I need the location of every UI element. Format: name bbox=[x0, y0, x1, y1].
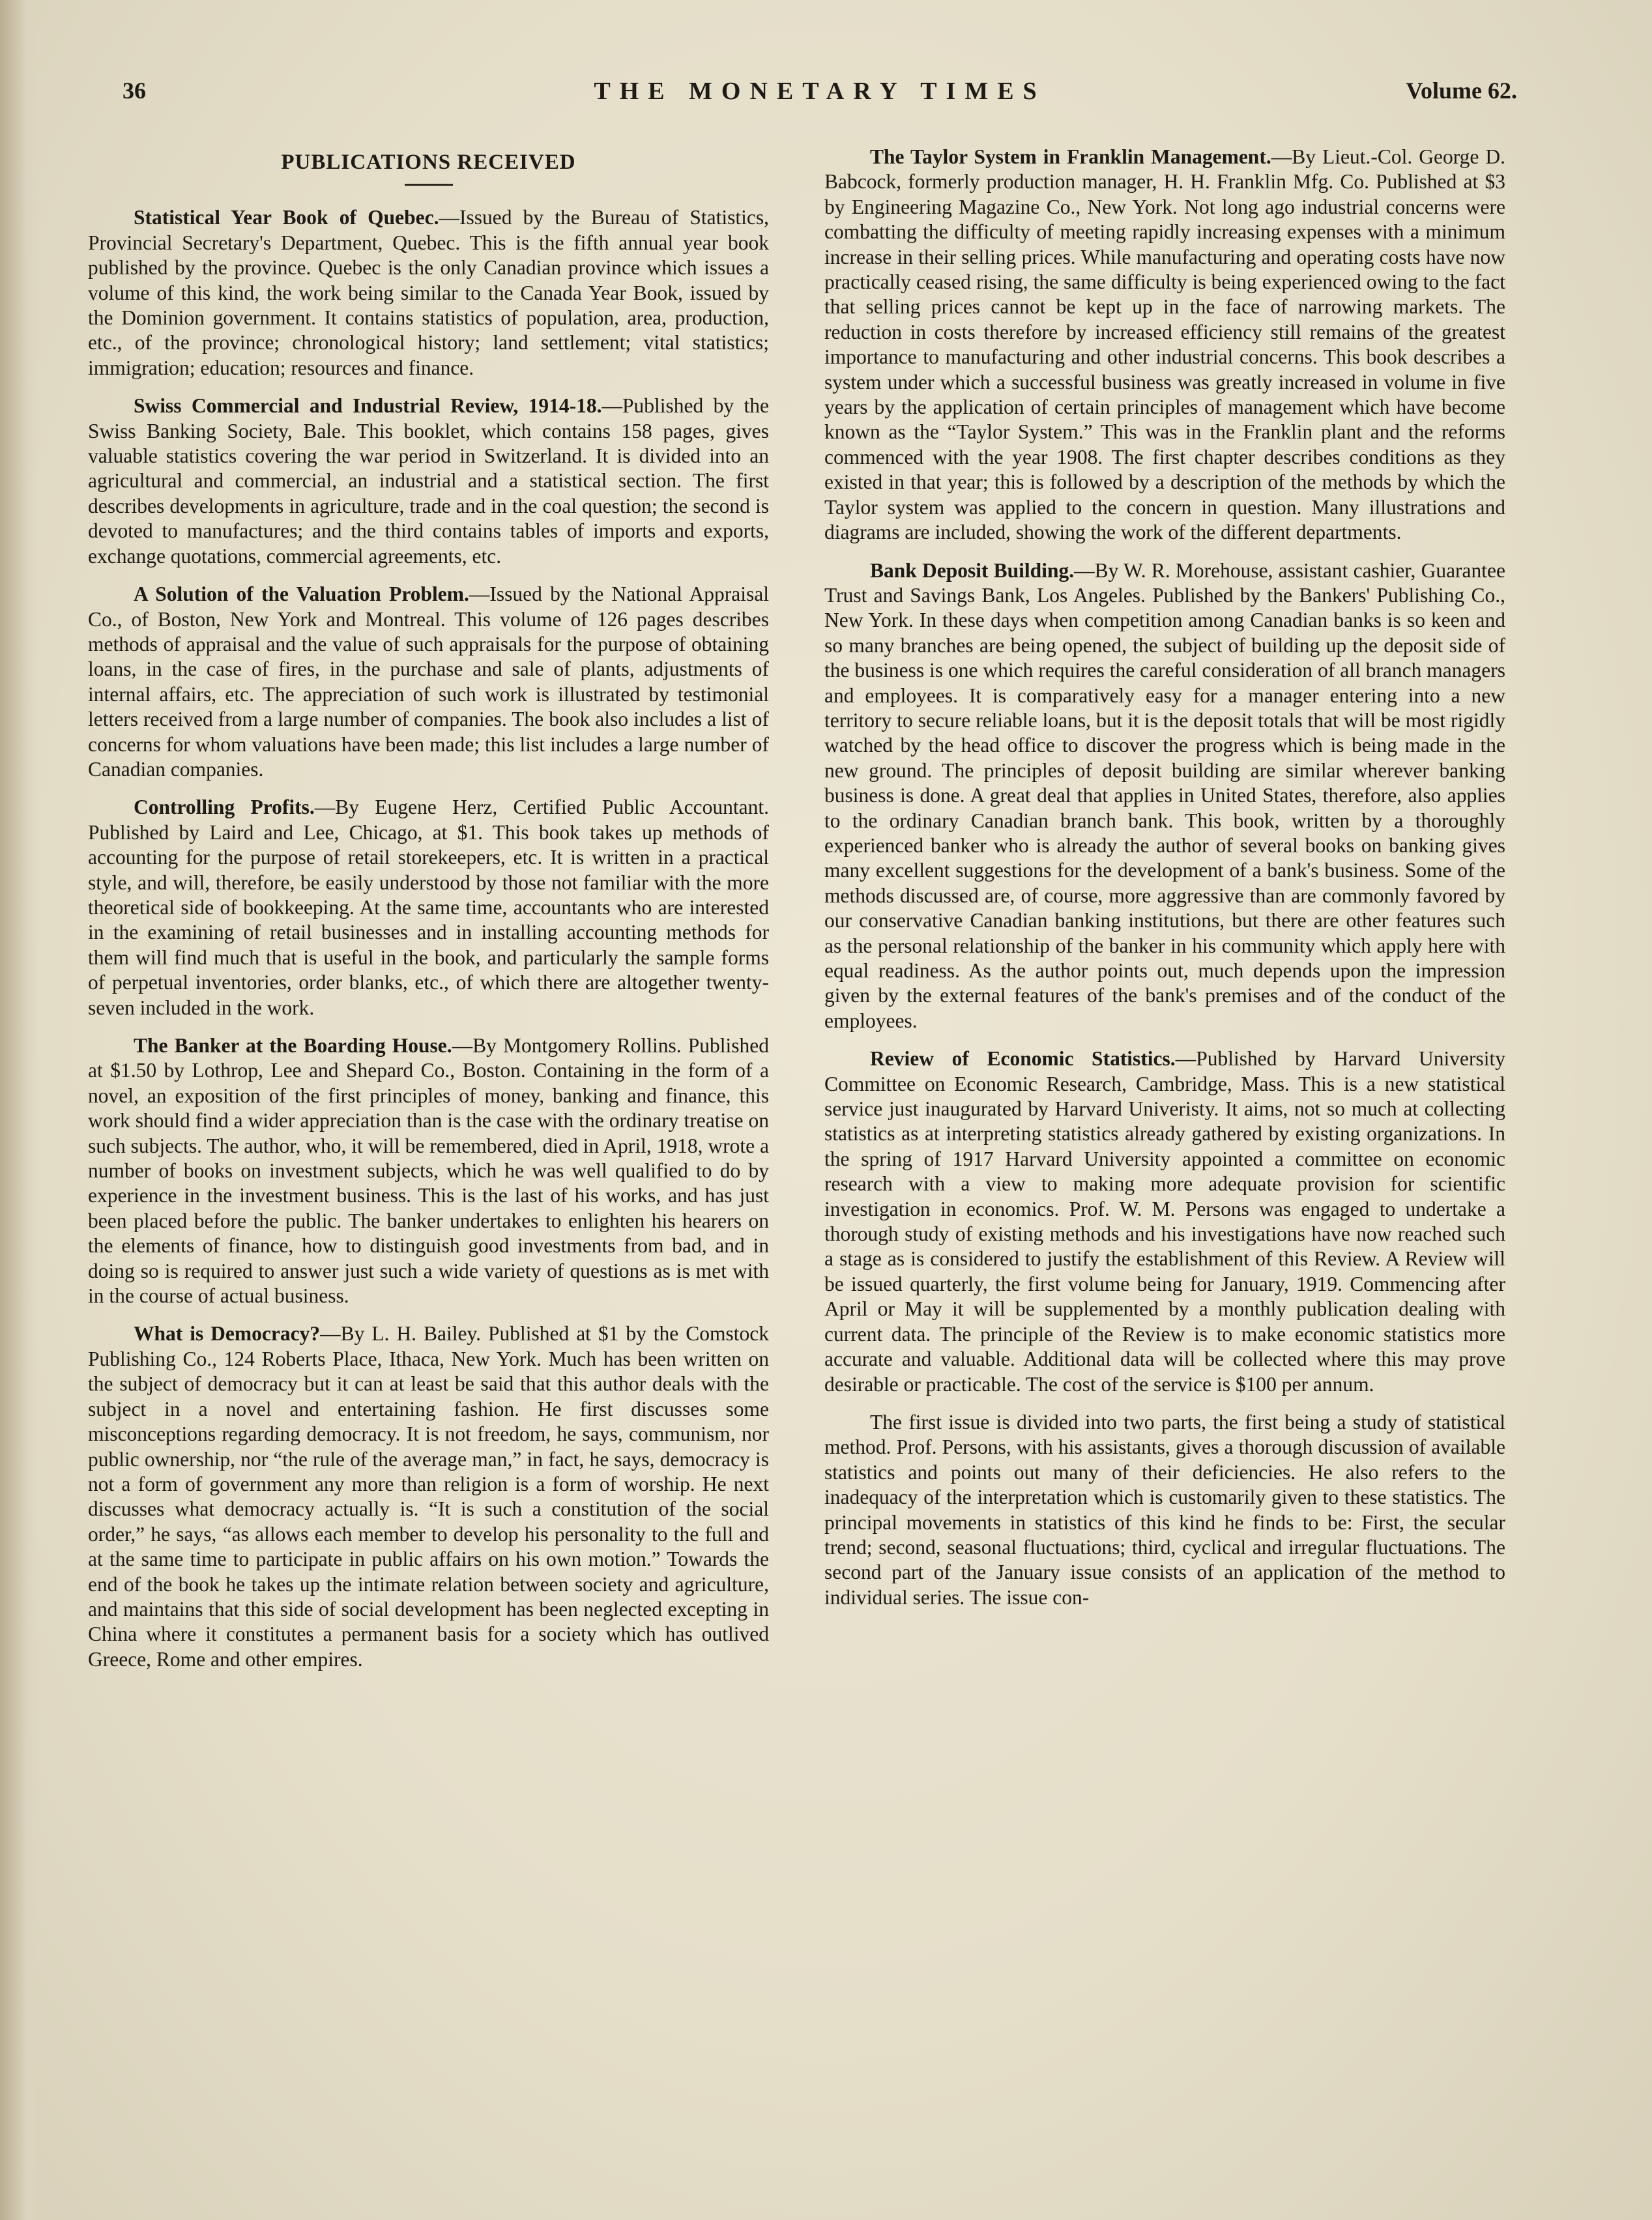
review-entry bbox=[824, 145, 1505, 545]
entry-body: —By W. R. Morehouse, assistant cashier, Guarantee Trust and Savings Bank, Los Angeles. Published by the Bankers' Publishing Co., New York. In these days when competition among Canadian banks is so keen and so many branches are being opened, the subject of building up the deposit side of the business is one which requires the careful consideration of all branch managers and employees. It is comparatively easy for a manager entering into a new territory to secure reliable loans, but it is the deposit totals that will be most rigidly watched by the head office to discover the progress which is being made in the new ground. The principles of deposit building are similar wherever banking business is done. A great deal that applies in United States, therefore, also applies to the ordinary Canadian branch bank. This book, written by a thoroughly experienced banker who is already the author of several books on banking gives many excellent suggestions for the development of a bank's business. Some of the methods discussed are, of course, more aggressive than are commonly favored by our conservative Canadian banking institutions, but there are other features such as the personal relationship of the banker in his community which apply here with equal readiness. As the author points out, much depends upon the impression given by the external features of the bank's premises and of the conduct of the employees. bbox=[824, 558, 1505, 1032]
page-number: 36 bbox=[123, 78, 146, 104]
review-entry bbox=[88, 795, 769, 1020]
review-entry bbox=[88, 1321, 769, 1672]
left-column bbox=[88, 145, 769, 1685]
review-entry bbox=[88, 1033, 769, 1308]
entry-title: Controlling Profits. bbox=[134, 796, 315, 819]
review-entry bbox=[824, 558, 1505, 1034]
entry-body: —By Lieut.-Col. George D. Babcock, formerly production manager, H. H. Franklin Mfg. Co. Published at $3 by Engineering Magazine Co., New York. Not long ago industrial concerns were combatting the difficulty of meeting rapidly increasing expenses with a minimum increase in their selling prices. While manufacturing and operating costs have now practically ceased rising, the same difficulty is being experienced owing to the fact that selling prices cannot be kept up in the face of narrowing markets. The reduction in costs therefore by increased efficiency still remains of the greatest importance to manufacturing and other industrial concerns. This book describes a system under which a successful business was greatly increased in volume in five years by the application of certain principles of management which have become known as the “Taylor System.” This was in the Franklin plant and the reforms commenced with the year 1908. The first chapter describes conditions as they existed in that year; this is followed by a description of the methods by which the Taylor system was applied to the concern in question. Many illustrations and diagrams are included, showing the work of the different departments. bbox=[824, 145, 1505, 544]
journal-title: THE MONETARY TIMES bbox=[594, 78, 1046, 105]
page-binding-shadow bbox=[0, 0, 39, 2220]
entry-title: The Banker at the Boarding House. bbox=[134, 1034, 452, 1057]
review-entry bbox=[88, 582, 769, 782]
entry-body: —By L. H. Bailey. Published at $1 by the Comstock Publishing Co., 124 Roberts Place, Ithaca, New York. Much has been written on the subject of democracy but it can at least be said that this author deals with the subject in a novel and entertaining fashion. He first discusses some misconceptions regarding democracy. It is not freedom, he says, communism, nor public ownership, nor “the rule of the average man,” in fact, he says, democracy is not a form of government any more than religion is a form of worship. He next discusses what democracy actually is. “It is such a constitution of the social order,” he says, “as allows each member to develop his personality to the full and at the same time to participate in public affairs on his own motion.” Towards the end of the book he takes up the intimate relation between society and agriculture, and maintains that this side of social development has been neglected excepting in China where it constitutes a permanent basis for a society which has outlived Greece, Rome and other empires. bbox=[88, 1322, 769, 1671]
entry-body: —Issued by the Bureau of Statistics, Provincial Secretary's Department, Quebec. This is the fifth annual year book published by the province. Quebec is the only Canadian province which issues a volume of this kind, the work being similar to the Canada Year Book, issued by the Dominion government. It contains statistics of population, area, production, etc., of the province; chronological history; land settlement; vital statistics; immigration; education; resources and finance. bbox=[88, 206, 770, 379]
entry-title: The Taylor System in Franklin Management. bbox=[870, 145, 1271, 168]
entry-title: What is Democracy? bbox=[134, 1322, 321, 1346]
entry-body: —Issued by the National Appraisal Co., of Boston, New York and Montreal. This volume of 126 pages describes methods of appraisal and the value of such appraisals for the purpose of obtaining loans, in the case of fires, in the purchase and sale of plants, adjustments of internal affairs, etc. The appreciation of such work is illustrated by testimonial letters received from a large number of companies. The book also includes a list of concerns for whom valuations have been made; this list includes a large number of Canadian companies. bbox=[88, 583, 769, 781]
review-continuation bbox=[824, 1410, 1505, 1610]
volume-label: Volume 62. bbox=[1406, 78, 1517, 104]
review-entry bbox=[88, 205, 769, 381]
entry-title: Swiss Commercial and Industrial Review, 1914-18. bbox=[134, 394, 602, 418]
entry-title: Statistical Year Book of Quebec. bbox=[134, 206, 439, 229]
running-head bbox=[123, 77, 1517, 116]
entry-body: —Published by the Swiss Banking Society, Bale. This booklet, which contains 158 pages, gives valuable statistics covering the war period in Switzerland. It is divided into an agricultural and commercial, an industrial and a statistical section. The first describes developments in agriculture, trade and in the coal question; the second is devoted to manufactures; and the third contains tables of imports and exports, exchange quotations, commercial agreements, etc. bbox=[88, 394, 769, 568]
entry-body: —By Eugene Herz, Certified Public Accountant. Published by Laird and Lee, Chicago, at $1. This book takes up methods of accounting for the purpose of retail storekeepers, etc. It is written in a practical style, and will, therefore, be easily understood by those not familiar with the more theoretical side of bookkeeping. At the same time, accountants who are interested in the examining of retail businesses and in installing accounting methods for them will find much that is useful in the book, and particularly the sample forms of perpetual inventories, order blanks, etc., of which there are altogether twenty-seven included in the work. bbox=[88, 796, 769, 1019]
entry-body: The first issue is divided into two parts, the first being a study of statistical method. Prof. Persons, with his assistants, gives a thorough discussion of available statistics and points out many of their deficiencies. He also refers to the inadequacy of the interpretation which is customarily given to these statistics. The principal movements in statistics of this kind he finds to be: First, the secular trend; second, seasonal fluctuations; third, cyclical and irregular fluctuations. The second part of the January issue consists of an application of the method to individual series. The issue con- bbox=[824, 1410, 1505, 1609]
review-entry bbox=[88, 394, 769, 569]
entry-body: —Published by Harvard University Committee on Economic Research, Cambridge, Mass. This is a new statistical service just inaugurated by Harvard Univeristy. It aims, not so much at collecting statistics as at interpreting statistics already gathered by existing organizations. In the spring of 1917 Harvard University appointed a committee on economic research with a view to making more adequate provision for scientific investigation in economics. Prof. W. M. Persons was engaged to undertake a thorough study of existing methods and his investigations have now reached such a stage as is considered to justify the establishment of this Review. A Review will be issued quarterly, the first volume being for January, 1919. Commencing after April or May it will be supplemented by a monthly publication dealing with current data. The principle of the Review is to make economic statistics more accurate and valuable. Additional data will be collected where this may prove desirable or practicable. The cost of the service is $100 per annum. bbox=[824, 1047, 1505, 1396]
right-column bbox=[824, 145, 1505, 1623]
entry-title: A Solution of the Valuation Problem. bbox=[134, 583, 469, 606]
review-entry bbox=[824, 1046, 1505, 1397]
entry-body: —By Montgomery Rollins. Published at $1.50 by Lothrop, Lee and Shepard Co., Boston. Containing in the form of a novel, an exposition of the first principles of money, banking and finance, this work should find a wider appreciation than is the case with the ordinary treatise on such subjects. The author, who, it will be remembered, died in April, 1918, wrote a number of books on investment subjects, which he was well qualified to do by experience in the investment business. This is the last of his works, and has just been placed before the public. The banker undertakes to enlighten his hearers on the elements of finance, how to distinguish good investments from bad, and in doing so is required to answer just such a wide variety of questions as is met with in the course of actual business. bbox=[88, 1034, 769, 1308]
section-heading: PUBLICATIONS RECEIVED bbox=[281, 151, 576, 174]
entry-title: Bank Deposit Building. bbox=[870, 558, 1075, 582]
entry-title: Review of Economic Statistics. bbox=[870, 1047, 1176, 1071]
heading-rule bbox=[405, 184, 453, 186]
